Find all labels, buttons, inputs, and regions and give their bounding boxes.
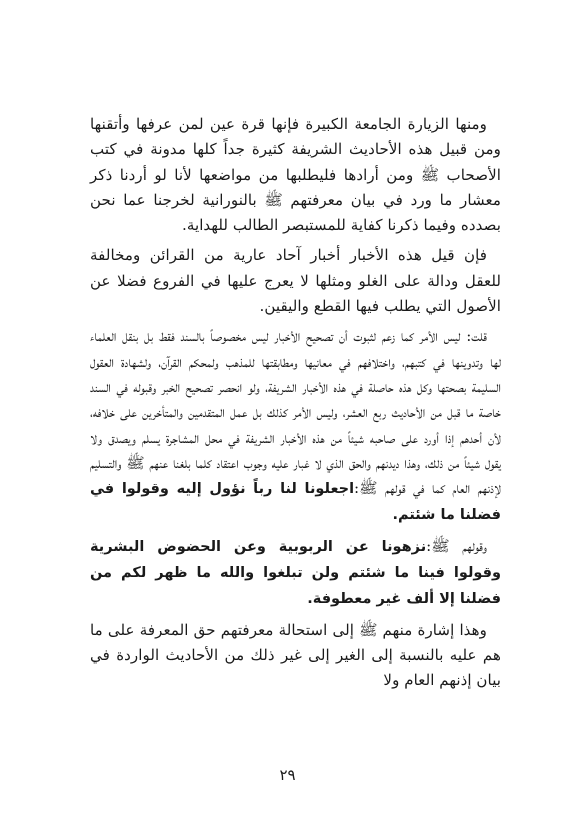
paragraph-2-text: فإن قيل هذه الأخبار أخبار آحاد عارية من القرائن ومخالفة للعقل ودالة على الغلو ومثلها لا يعرج عليها في الفروع فضلا عن الأصول التي يطلب فيها القطع واليقين. [90, 246, 501, 316]
paragraph-3-text: قلت: ليس الأمر كما زعم لثبوت أن تصحيح الأخبار ليس مخصوصاً بالسند فقط بل بنقل العلماء لها وتدوينها في كتبهم، واختلافهم في معانيها ومطابقتها للمذهب ولمحكم القرآن، ولشهادة العقول السليمة بصحتها وكل هذه حاصلة في هذه الأخبار الشريفة، ولو انحصر تصحيح الخبر وقبوله في السند خاصة ما قبل من الأحاديث ربع العشر، وليس الأمر كذلك بل عمل المتقدمين والمتأخرين على خلافه، لأن أحدهم إذا أورد على صاحبه شيئاً من هذه الأخبار الشريفة في محل المشاجرة يسلم ويصدق ولا يقول شيئاً من ذلك، وهذا ديدنهم والحق الذي لا غبار عليه وجوب اعتقاد كلما بلغنا عنهم ﷺ والتسليم لإذنهم العام كما في قولهم ﷺ: [90, 327, 501, 498]
body-text [90, 112, 501, 694]
paragraph-5-text: وهذا إشارة منهم ﷺ إلى استحالة معرفتهم حق المعرفة على ما هم عليه بالنسبة إلى الغير إلى غير ذلك من الأحاديث الواردة في بيان إذنهم العام ولا [90, 620, 501, 690]
paragraph-4-text: وقولهم ﷺ: [426, 536, 487, 555]
paragraph-4 [90, 534, 501, 613]
paragraph-3-quote: اجعلونا لنا رباً نؤول إليه وقولوا في فضلنا ما شئتم. [90, 481, 501, 524]
paragraph-4-quote: نزهونا عن الربوبية وعن الحضوض البشرية وقولوا فينا ما شئتم ولن تبلغوا والله ما ظهر لكم من فضلنا إلا ألف غير معطوفة. [90, 538, 501, 608]
page-number: ٢٩ [279, 766, 296, 784]
paragraph-1 [90, 112, 501, 238]
paragraph-5 [90, 618, 501, 694]
paragraph-2 [90, 243, 501, 319]
paragraph-1-text: ومنها الزيارة الجامعة الكبيرة فإنها قرة عين لمن عرفها وأتقنها ومن قبيل هذه الأحاديث الشريفة كثيرة جداً كلها مدونة في كتب الأصحاب ﷺ ومن أرادها فليطلبها من مواضعها لأنا لو أردنا ذكر معشار ما ورد في بيان معرفتهم ﷺ بالنورانية لخرجنا عما نحن بصدده وفيما ذكرنا كفاية للمستبصر الطالب للهداية. [90, 115, 501, 235]
paragraph-3 [90, 324, 501, 528]
